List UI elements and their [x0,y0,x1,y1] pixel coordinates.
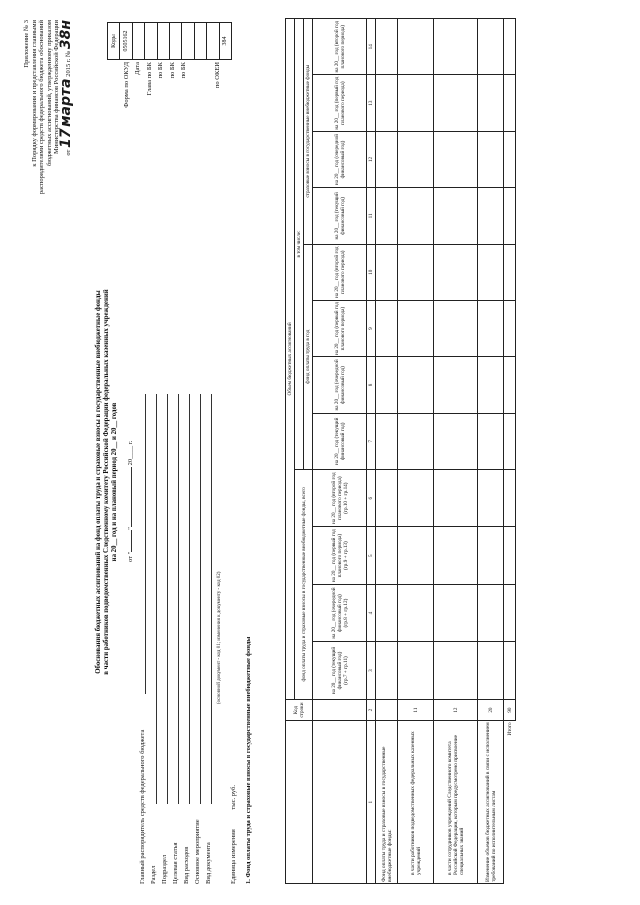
table-cell[interactable] [478,413,504,469]
handwritten-number: 38н [57,20,74,50]
table-cell[interactable] [398,75,434,131]
header-period: на 20__ год (очередной финансовый год) [313,357,367,413]
table-cell[interactable] [434,469,478,526]
code-value [207,23,219,60]
code-value [132,23,144,60]
doc-type-note: (основной документ - код 01; изменения к документу - код 02) [217,571,222,704]
table-cell[interactable] [478,19,504,75]
date-line [127,362,135,562]
table-cell[interactable] [504,584,516,641]
unit-value: тыс. руб. [230,785,237,810]
codes-table [107,22,232,60]
table-cell[interactable] [434,75,478,131]
appendix-date-line [57,20,74,320]
field-label: Раздел [150,865,157,884]
date-line-year: 20____ г. [127,440,134,466]
table-row [434,19,478,884]
table-row [398,19,434,884]
table-cell[interactable] [376,244,398,300]
field-row [139,184,150,884]
col-number: 1 [367,721,376,884]
field-row [205,184,216,884]
col-number: 3 [367,642,376,699]
table-cell[interactable] [376,413,398,469]
appendix-line: Министерства финансов Российской Федерации [53,20,60,155]
field-label: Основное мероприятие [194,819,201,884]
header-period: на 20__ год (второй год планового периода) (гр.10 + гр.14) [313,469,367,526]
code-value: 0505162 [120,23,132,60]
appendix-block [23,20,72,320]
table-cell[interactable] [398,300,434,356]
field-row [150,184,161,884]
col-number: 13 [367,75,376,131]
rotated-document-page [15,12,625,892]
header-period: на 20__ год (текущий финансовый год) [313,413,367,469]
table-cell[interactable] [478,300,504,356]
table-cell[interactable] [398,188,434,244]
date-line-prefix: от " [127,551,134,562]
field-row [161,184,172,884]
row-label: в части работников подведомственных федеральных казенных учреждений [398,721,434,884]
col-number: 8 [367,357,376,413]
code-label: по БК [168,62,176,79]
table-cell[interactable] [504,244,516,300]
table-cell[interactable] [398,244,434,300]
col-number: 14 [367,19,376,75]
title-line: Обоснования бюджетных ассигнований на фонд оплаты труда и страховые взносы в государственные внебюджетные фонды [95,290,102,674]
table-cell[interactable] [504,19,516,75]
field-row [183,184,194,884]
table-cell[interactable] [434,19,478,75]
code-label: Дата [134,62,142,75]
header-blank [313,699,367,721]
section-title: 1. Фонд оплаты труда и страховые взносы в государственные внебюджетные фонды [245,636,252,884]
table-cell[interactable] [434,131,478,187]
table-cell[interactable] [434,642,478,699]
table-cell[interactable] [504,188,516,244]
header-indicator [286,721,313,884]
table-cell[interactable] [398,357,434,413]
table-cell[interactable] [398,413,434,469]
table-cell[interactable] [478,584,504,641]
appendix-line: бюджетных ассигнований, утвержденному приказом [45,20,53,167]
table-cell[interactable] [376,19,398,75]
header-in-that: в том числе: [295,19,304,470]
handwritten-day: 17 [57,128,74,149]
table-cell[interactable] [434,244,478,300]
code-label: по ОКЕИ [214,62,222,89]
codes-box [107,22,232,108]
code-label: Форма по ОКУД [123,62,130,108]
table-cell[interactable] [478,131,504,187]
field-label: Вид документа [205,842,212,884]
title-line: в части работников подведомственных Следственному комитету Российской Федерации федеральных казенных учреждений [103,289,111,675]
handwritten-month: марта [57,78,74,127]
code-label: по БК [179,62,187,79]
header-period: на 20__ год (текущий финансовый год) [313,188,367,244]
table-cell[interactable] [504,131,516,187]
row-code [376,699,398,721]
unit-row [230,184,241,884]
table-row-total [504,19,516,884]
code-label: Глава по БК [145,62,153,96]
unit-label: Единица измерения [230,829,237,884]
code-label [189,62,200,182]
field-label: Вид расходов [183,846,190,884]
appendix-line: распорядителями средств федерального бюджета обоснований [38,20,45,195]
table-cell[interactable] [504,469,516,526]
fields-block [139,184,256,884]
code-value [145,23,157,60]
col-number: 5 [367,527,376,584]
document-title [95,222,120,742]
date-year: 2015 г. № [64,50,72,77]
table-cell[interactable] [376,131,398,187]
field-label: Главный распорядитель средств федерального бюджета [139,729,146,884]
col-number: 10 [367,244,376,300]
code-value [194,23,206,60]
table-cell[interactable] [478,527,504,584]
total-code: 90 [504,699,516,721]
table-cell[interactable] [478,469,504,526]
col-number: 11 [367,188,376,244]
table-cell[interactable] [376,357,398,413]
row-code: 11 [398,699,434,721]
table-cell[interactable] [504,75,516,131]
codes-header: Коды [108,23,120,60]
header-blank [313,721,367,884]
col-number: 2 [367,699,376,721]
table-cell[interactable] [504,413,516,469]
header-period: на 20__ год (первый год планового периода) [313,75,367,131]
table-cell[interactable] [478,188,504,244]
row-label: Изменение объемов бюджетных ассигнований в связи с исполнением требований по исполнительным листам [478,721,504,884]
col-number: 6 [367,469,376,526]
table-cell[interactable] [478,244,504,300]
code-label [201,62,212,182]
header-fot: фонд оплаты труда в год [304,244,313,469]
header-insurance: страховые взносы в государственные внебюджетные фонды [304,19,313,245]
title-line: на 20__ год и на плановый период 20__ и 20__ годов [111,402,119,562]
table-cell[interactable] [376,469,398,526]
table-cell[interactable] [434,357,478,413]
col-number: 4 [367,584,376,641]
table-cell[interactable] [398,19,434,75]
appendix-line: Приложение № 3 [23,20,30,68]
header-total: фонд оплаты труда и страховые взносы в государственные внебюджетные фонды, всего [295,469,313,699]
date-line-mid: " [127,527,134,530]
row-code: 20 [478,699,504,721]
total-label: Итого [504,721,516,884]
table-cell[interactable] [376,300,398,356]
header-row-code: Код строки [286,699,313,721]
table-row [478,19,504,884]
table-cell[interactable] [434,413,478,469]
row-code: 12 [434,699,478,721]
table-cell[interactable] [504,527,516,584]
budget-table [285,18,516,884]
header-period: на 20__ год (текущий финансовый год) (гр.7 + гр.11) [313,642,367,699]
col-number: 12 [367,131,376,187]
header-period: на 20__ год (второй год планового периода) [313,244,367,300]
code-value [182,23,194,60]
codes-labels [121,62,224,182]
table-cell[interactable] [398,527,434,584]
header-period: на 20__ год (очередной финансовый год) [313,131,367,187]
table-cell[interactable] [376,527,398,584]
table-row [376,19,398,884]
field-row [194,184,205,884]
table-cell[interactable] [434,527,478,584]
table-cell[interactable] [376,642,398,699]
table-cell[interactable] [504,300,516,356]
field-label: Целевая статья [172,842,179,884]
appendix-line: к Порядку формирования и представления главными [30,20,38,167]
table-cell[interactable] [434,188,478,244]
table-cell[interactable] [478,642,504,699]
table-cell[interactable] [398,131,434,187]
date-prefix: от [64,149,72,156]
col-number: 9 [367,300,376,356]
table-cell[interactable] [376,188,398,244]
row-label: Фонд оплаты труда и страховые взносы в государственные внебюджетные фонды: [376,721,398,884]
table-cell[interactable] [434,584,478,641]
header-budget-volume: Объем бюджетных ассигнований [286,19,295,700]
table-cell[interactable] [478,357,504,413]
table-cell[interactable] [398,469,434,526]
table-cell[interactable] [376,75,398,131]
row-label: в части сотрудников учреждений Следственного комитета Российской Федерации, которым предусмотрено присвоение специальных званий [434,721,478,884]
header-period: на 20__ год (первый год планового периода) [313,300,367,356]
header-period: на 20__ год (очередной финансовый год) (гр.8 + гр.12) [313,584,367,641]
table-cell[interactable] [478,75,504,131]
col-number: 7 [367,413,376,469]
table-cell[interactable] [398,584,434,641]
code-value: 384 [219,23,231,60]
code-value [157,23,169,60]
code-label: по БК [157,62,165,79]
table-cell[interactable] [504,357,516,413]
table-cell[interactable] [434,300,478,356]
field-label: Подраздел [161,854,168,884]
code-value [169,23,181,60]
table-cell[interactable] [376,584,398,641]
table-cell[interactable] [398,642,434,699]
header-period: на 20__ год (первый год планового периода) (гр.9 + гр.13) [313,527,367,584]
header-period: на 20__ год (второй год планового периода) [313,19,367,75]
field-row [172,184,183,884]
table-cell[interactable] [504,642,516,699]
